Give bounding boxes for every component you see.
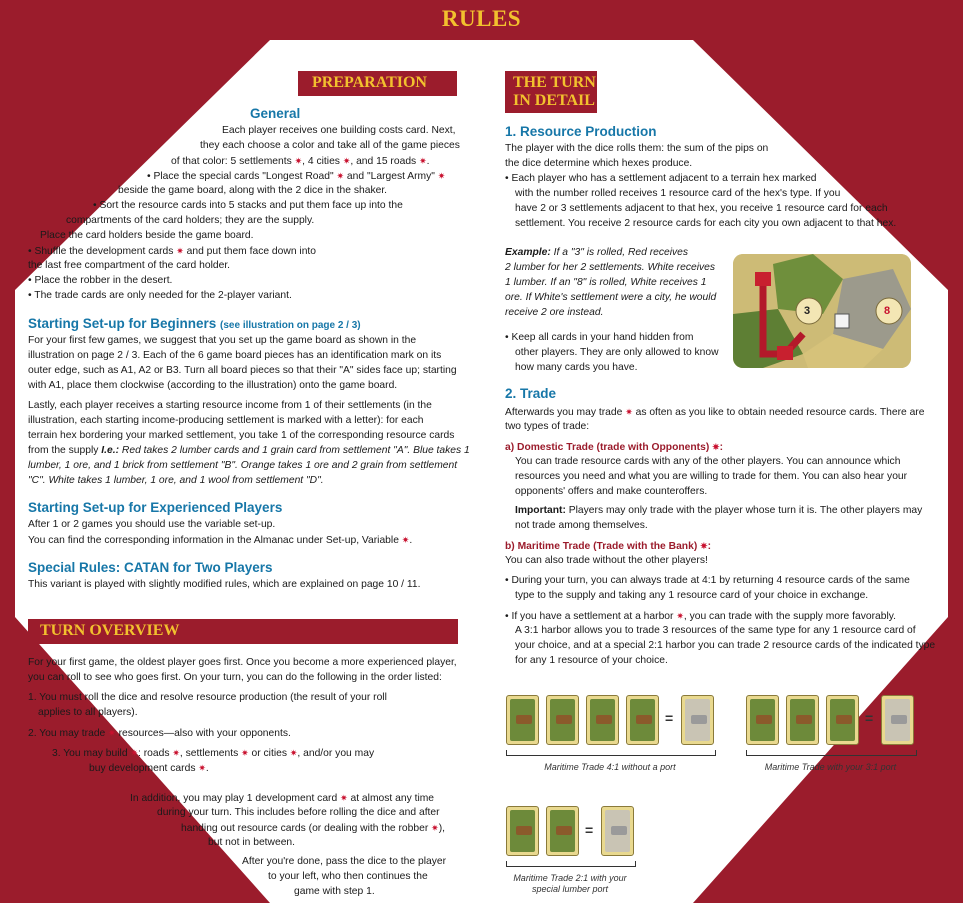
after-line: After you're done, pass the dice to the player xyxy=(242,856,447,867)
caption: Maritime Trade 4:1 without a port xyxy=(544,762,676,772)
hex-number: 3 xyxy=(804,305,811,317)
after-line: game with step 1. xyxy=(294,886,375,897)
turn-detail-banner xyxy=(505,71,597,113)
lumber-card xyxy=(746,695,779,745)
lumber-card xyxy=(826,695,859,745)
production-line: The player with the dice rolls them: the sum of the pips on xyxy=(505,143,769,154)
preparation-banner-text: PREPARATION xyxy=(312,74,427,91)
lumber-card xyxy=(626,695,659,745)
important-label: Important: xyxy=(515,505,566,516)
maritime-bullet: • If you have a settlement at a harbor ✷, you can trade with the supply more favorably. xyxy=(505,611,897,622)
preparation-banner xyxy=(298,71,457,96)
production-line: settlement. You receive 2 resource cards for each city you own adjacent to that hex. xyxy=(515,218,897,229)
experienced-heading: Starting Set-up for Experienced Players xyxy=(28,500,283,515)
turn-overview-banner-text: TURN OVERVIEW xyxy=(40,622,180,639)
experienced-line: You can find the corresponding information in the Almanac under Set-up, Variable ✷. xyxy=(28,535,413,546)
example-line xyxy=(505,261,715,276)
after-line: to your left, who then continues the xyxy=(268,871,428,882)
equals-sign: = xyxy=(585,822,594,838)
keep-line: other players. They are only allowed to know xyxy=(515,347,719,358)
turn-step: 3. You may build ✷: roads ✷, settlements ✷ or cities ✷, and/or you may xyxy=(52,748,375,759)
general-line: • Place the special cards "Longest Road" ✷ and "Largest Army" ✷ xyxy=(147,171,446,182)
ore-card xyxy=(881,695,914,745)
beginners-heading-text: Starting Set-up for Beginners xyxy=(28,316,217,331)
example-line xyxy=(505,306,603,321)
domestic-line: You can trade resource cards with any of the other players. You can announce which xyxy=(515,456,901,467)
caption: Maritime Trade with your 3:1 port xyxy=(764,762,897,772)
lumber-card xyxy=(786,695,819,745)
general-line: Place the card holders beside the game board. xyxy=(40,230,254,241)
lumber-card xyxy=(546,695,579,745)
caption-bracket xyxy=(506,861,636,867)
general-heading: General xyxy=(250,106,301,121)
beginners-ie-line xyxy=(28,459,457,474)
beginners-line: terrain hex bordering your marked settlement, you take 1 of the corresponding resource cards xyxy=(28,430,455,441)
general-line: Each player receives one building costs card. Next, xyxy=(222,125,456,136)
example-label: Example: xyxy=(505,247,551,258)
special-rules-heading: Special Rules: CATAN for Two Players xyxy=(28,560,273,575)
example-text: ore. If White's settlement were a city, he would xyxy=(505,292,717,303)
example-text: 2 lumber for her 2 settlements. White receives xyxy=(505,262,716,273)
addition-line: handing out resource cards (or dealing with the robber ✷), xyxy=(181,823,445,834)
production-line: with the number rolled receives 1 resource card of the hex's type. If you xyxy=(515,188,841,199)
beginners-line: with A1, place them clockwise (according to the illustration) onto the game board. xyxy=(28,380,398,391)
general-line: • Place the robber in the desert. xyxy=(28,275,173,286)
production-line: • Each player who has a settlement adjacent to a terrain hex marked xyxy=(505,173,817,184)
page-title: RULES xyxy=(441,6,522,31)
production-line: the dice determine which hexes produce. xyxy=(505,158,693,169)
maritime-bullet: type to the supply and taking any 1 resource card of your choice in exchange. xyxy=(515,590,869,601)
hex-number: 8 xyxy=(884,305,891,317)
addition-line: but not in between. xyxy=(208,837,296,848)
trade-intro: Afterwards you may trade ✷ as often as you like to obtain needed resource cards. There are xyxy=(505,407,925,418)
beginners-line: For your first few games, we suggest that you set up the game board as shown in the xyxy=(28,335,417,346)
maritime-bullet: your choice, and at a special 2:1 harbor you can trade 2 resource cards of the indicated type xyxy=(515,640,936,651)
addition-line: In addition, you may play 1 development card ✷ at almost any time xyxy=(130,793,435,804)
special-rules-line: This variant is played with slightly modified rules, which are explained on page 10 / 11. xyxy=(28,579,421,590)
caption: Maritime Trade 2:1 with your xyxy=(513,873,627,883)
general-line: • Shuffle the development cards ✷ and put them face down into xyxy=(28,246,317,257)
turn-detail-banner-line: IN DETAIL xyxy=(513,92,595,109)
example-line xyxy=(505,291,716,306)
keep-line: • Keep all cards in your hand hidden from xyxy=(505,332,694,343)
turn-overview-banner xyxy=(28,619,458,644)
general-line: • Sort the resource cards into 5 stacks and put them face up into the xyxy=(93,200,403,211)
trade-heading: 2. Trade xyxy=(505,386,557,401)
important-line: not trade among themselves. xyxy=(515,520,648,531)
board-illustration xyxy=(733,254,911,368)
beginners-ie-line xyxy=(28,444,470,459)
ore-card xyxy=(601,806,634,856)
turn-step: 1. You must roll the dice and resolve resource production (the result of your roll xyxy=(28,692,387,703)
important-text: Players may only trade with the player whose turn it is. The other players may xyxy=(568,505,923,516)
experienced-line: After 1 or 2 games you should use the variable set-up. xyxy=(28,519,276,530)
maritime-bullet: for any 1 resource of your choice. xyxy=(515,655,668,666)
maritime-title: b) Maritime Trade (Trade with the Bank) ✷: xyxy=(505,541,712,552)
turn-step: buy development cards ✷. xyxy=(89,763,209,774)
production-line: have 2 or 3 settlements adjacent to that hex, you receive 1 resource card for each xyxy=(515,203,888,214)
example-line xyxy=(505,276,707,291)
general-line: of that color: 5 settlements ✷, 4 cities ✷, and 15 roads ✷. xyxy=(171,156,430,167)
example-text: 1 lumber. If an "8" is rolled, White receives 1 xyxy=(505,277,707,288)
equals-sign: = xyxy=(865,710,874,726)
example-line xyxy=(505,246,688,261)
ie-label: I.e.: xyxy=(101,445,120,456)
beginners-line: Lastly, each player receives a starting resource income from 1 of their settlements (in the xyxy=(28,400,432,411)
general-line: compartments of the card holders; they are the supply. xyxy=(66,215,315,226)
caption: special lumber port xyxy=(531,884,609,894)
maritime-line: You can also trade without the other players! xyxy=(505,555,708,566)
lumber-card xyxy=(546,806,579,856)
domestic-title: a) Domestic Trade (trade with Opponents) ✷: xyxy=(505,442,724,453)
turn-overview-intro: you can roll to see who goes first. On your turn, you can do the following in the order listed: xyxy=(28,672,442,683)
beginners-heading xyxy=(28,316,361,331)
lumber-card xyxy=(506,806,539,856)
ie-text: "C". White takes 1 lumber, 1 ore, and 1 wool from settlement "D". xyxy=(28,475,324,486)
domestic-line: resources you need and what you are willing to trade for them. You can also hear your xyxy=(515,471,908,482)
production-heading: 1. Resource Production xyxy=(505,124,657,139)
general-line: beside the game board, along with the 2 dice in the shaker. xyxy=(118,185,388,196)
caption-bracket xyxy=(506,750,716,756)
example-text: If a "3" is rolled, Red receives xyxy=(553,247,689,258)
ie-lead: from the supply xyxy=(28,445,99,456)
ore-card xyxy=(681,695,714,745)
ie-text: lumber, 1 ore, and 1 brick from settlement "B". Orange takes 1 ore and 2 grain from settlement xyxy=(28,460,458,471)
turn-overview-intro: For your first game, the oldest player goes first. Once you become a more experienced player, xyxy=(28,657,457,668)
lumber-card xyxy=(586,695,619,745)
addition-line: during your turn. This includes before rolling the dice and after xyxy=(157,807,440,818)
equals-sign: = xyxy=(665,710,674,726)
maritime-bullet: • During your turn, you can always trade at 4:1 by returning 4 resource cards of the same xyxy=(505,575,910,586)
ie-text: Red takes 2 lumber cards and 1 grain card from settlement "A". Blue takes 1 xyxy=(121,445,470,456)
example-text: receive 2 ore instead. xyxy=(505,307,604,318)
beginners-line: outer edge, such as A1, A2 or B3. Turn all board pieces so that their "A" sides face up; starting xyxy=(28,365,457,376)
turn-step: 2. You may trade ✷ resources—also with your opponents. xyxy=(28,728,291,739)
turn-detail-banner-line: THE TURN xyxy=(513,74,596,91)
beginners-line: illustration on page 2 / 3. Each of the 6 game board pieces has an identification mark on its xyxy=(28,350,442,361)
lumber-card xyxy=(506,695,539,745)
beginners-line: illustration, each starting income-producing settlement is marked with a letter): for each xyxy=(28,415,424,426)
beginners-ie-line xyxy=(28,474,324,489)
maritime-bullet: A 3:1 harbor allows you to trade 3 resources of the same type for any 1 resource card of xyxy=(515,625,916,636)
general-line: the last free compartment of the card holder. xyxy=(28,260,231,271)
domestic-line: opponents' offers and make counteroffers. xyxy=(515,486,708,497)
general-line: • The trade cards are only needed for the 2-player variant. xyxy=(28,290,292,301)
caption-bracket xyxy=(746,750,917,756)
keep-line: how many cards you have. xyxy=(515,362,638,373)
turn-step: applies to all players). xyxy=(38,707,138,718)
trade-intro: two types of trade: xyxy=(505,421,590,432)
important-line xyxy=(515,504,922,519)
general-line: they each choose a color and take all of the game pieces xyxy=(200,140,460,151)
beginners-heading-note: (see illustration on page 2 / 3) xyxy=(220,320,361,331)
